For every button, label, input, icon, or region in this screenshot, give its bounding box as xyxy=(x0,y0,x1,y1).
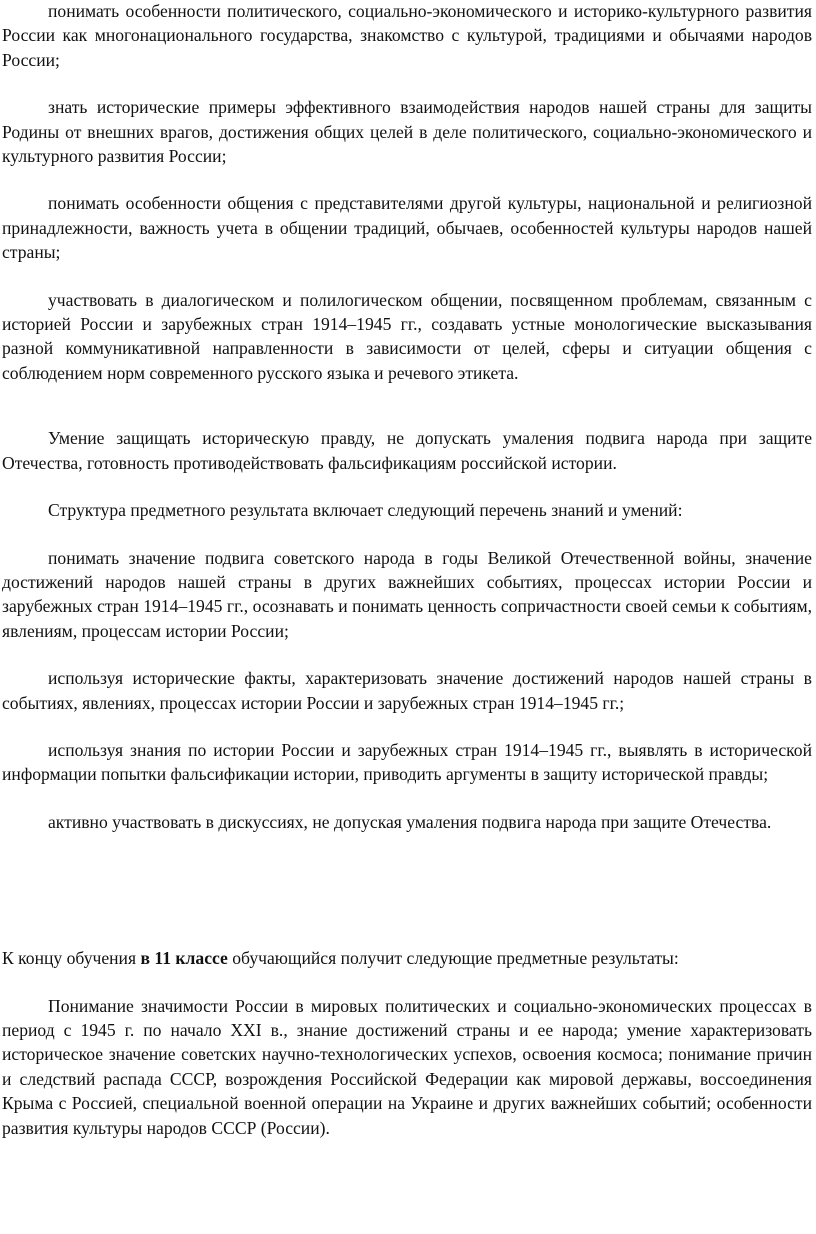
paragraph-dialogue-participation: участвовать в диалогическом и полилогическом общении, посвященном проблемам, связанным с историей России и зарубежных стран 1914–1945 гг., создавать устные монологические высказывания разной коммуникативной направленности в зависимости от целей, сферы и ситуации общения с соблюдением норм современного русского языка и речевого этикета. xyxy=(2,289,812,383)
paragraph-historical-truth: Умение защищать историческую правду, не допускать умаления подвига народа при защите Отечества, готовность противодействовать фальсификациям российской истории. xyxy=(2,428,812,473)
grade-heading-before: К концу обучения xyxy=(2,948,141,969)
paragraph-intercultural-communication: понимать особенности общения с представителями другой культуры, национальной и религиозной принадлежности, важность учета в общении традиций, обычаев, особенностей культуры народов нашей страны; xyxy=(2,193,812,263)
paragraph-discussions: активно участвовать в дискуссиях, не допуская умаления подвига народа при защите Отечества. xyxy=(48,811,772,832)
paragraph-result-structure: Структура предметного результата включает следующий перечень знаний и умений: xyxy=(48,500,683,521)
paragraph-historical-examples: знать исторические примеры эффективного взаимодействия народов нашей страны для защиты Родины от внешних врагов, достижения общих целей в деле политического, социально-экономического и культурного развития России; xyxy=(2,97,812,167)
paragraph-cultural-development: понимать особенности политического, социально-экономического и историко-культурного развития России как многонационального государства, знакомство с культурой, традициями и обычаями народов России; xyxy=(2,1,812,70)
paragraph-historical-facts: используя исторические факты, характеризовать значение достижений народов нашей страны в событиях, явлениях, процессах истории России и зарубежных стран 1914–1945 гг.; xyxy=(2,668,812,713)
grade-11-heading xyxy=(2,946,812,970)
grade-heading-after: обучающийся получит следующие предметные результаты: xyxy=(227,948,679,969)
paragraph-russia-significance: Понимание значимости России в мировых политических и социально-экономических процессах в период с 1945 г. по начало XXI в., знание достижений страны и ее народа; умение характеризовать историческое значение советских научно-технологических успехов, освоения космоса; понимание причин и следствий распада СССР, возрождения Российской Федерации как мировой державы, воссоединения Крыма с Россией, специальной военной операции на Украине и других важнейших событий; особенности развития культуры народов СССР (России). xyxy=(2,995,812,1138)
paragraph-falsification: используя знания по истории России и зарубежных стран 1914–1945 гг., выявлять в исторической информации попытки фальсификации истории, приводить аргументы в защиту исторической правды; xyxy=(2,739,812,785)
paragraph-feat-significance: понимать значение подвига советского народа в годы Великой Отечественной войны, значение достижений народов нашей страны в других важнейших событиях, процессах истории России и зарубежных стран 1914–1945 гг., осознавать и понимать ценность сопричастности своей семьи к событиям, явлениям, процессам истории России; xyxy=(2,547,812,641)
grade-heading-bold: в 11 классе xyxy=(140,948,228,969)
